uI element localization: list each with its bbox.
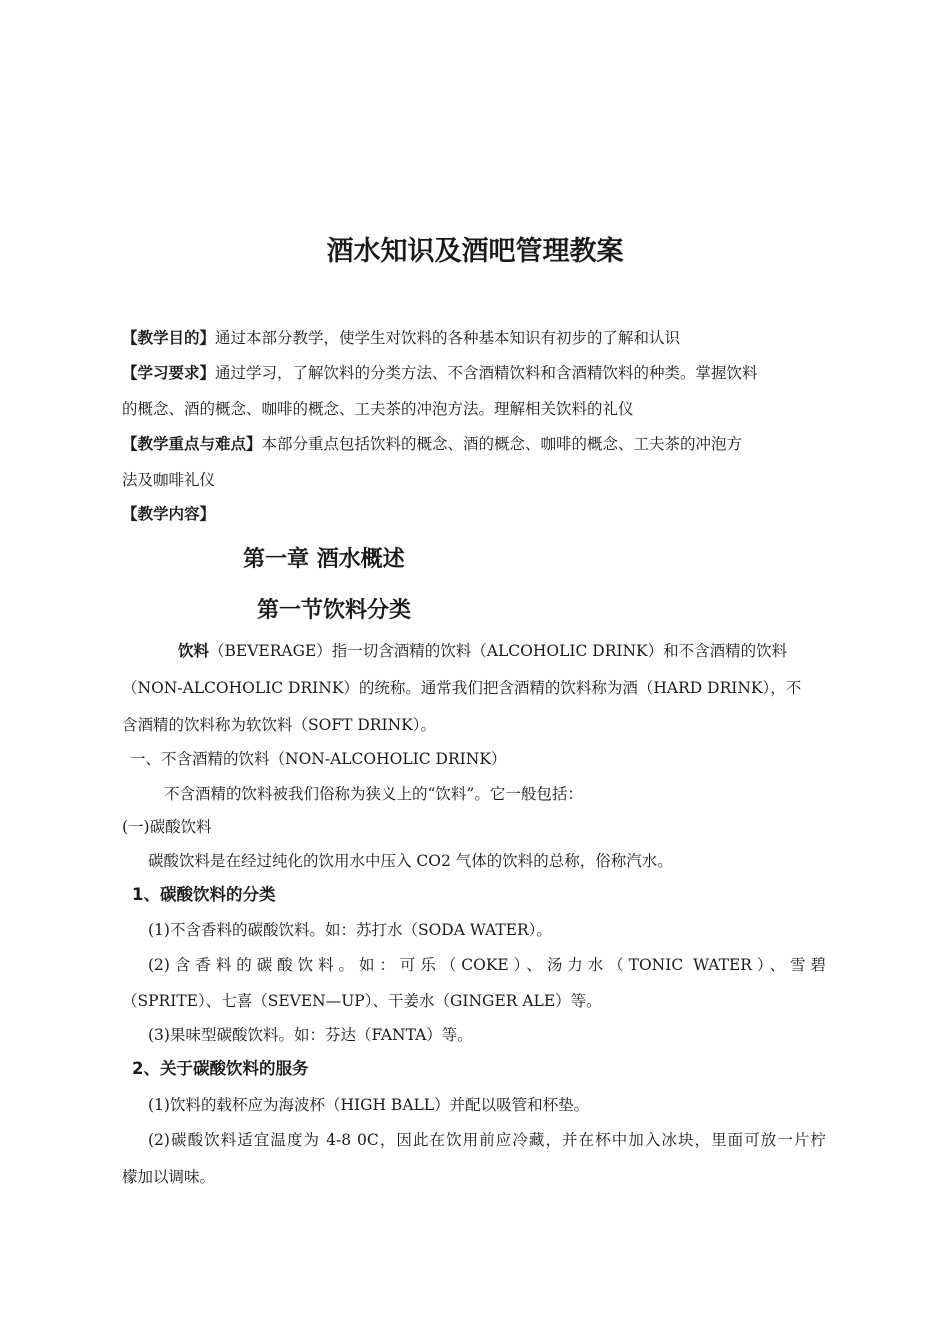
heading-service: 2、关于碳酸饮料的服务 bbox=[132, 1059, 309, 1078]
intro-text-line3: 含酒精的饮料称为软饮料（SOFT DRINK）。 bbox=[122, 716, 436, 734]
chapter-heading: 第一章 酒水概述 bbox=[243, 547, 405, 572]
document-title: 酒水知识及酒吧管理教案 bbox=[326, 236, 624, 267]
content-label: 【教学内容】 bbox=[122, 505, 216, 523]
section-heading: 第一节饮料分类 bbox=[257, 598, 412, 623]
requirement-paragraph bbox=[122, 363, 758, 383]
intro-text-line2: （NON-ALCOHOLIC DRINK）的统称。通常我们把含酒精的饮料称为酒（HARD DRINK），不 bbox=[122, 679, 802, 697]
requirement-label: 【学习要求】 bbox=[122, 364, 216, 382]
keypoints-text-line1: 本部分重点包括饮料的概念、酒的概念、咖啡的概念、工夫茶的冲泡方 bbox=[261, 435, 743, 453]
intro-line1 bbox=[178, 641, 787, 661]
heading-classification: 1、碳酸饮料的分类 bbox=[132, 885, 276, 904]
requirement-text-line2: 的概念、酒的概念、咖啡的概念、工夫茶的冲泡方法。理解相关饮料的礼仪 bbox=[122, 400, 634, 418]
carbonated-description: 碳酸饮料是在经过纯化的饮用水中压入 CO2 气体的饮料的总称，俗称汽水。 bbox=[148, 852, 673, 870]
subsection-carbonated: (一)碳酸饮料 bbox=[122, 818, 212, 836]
requirement-text-line1: 通过学习，了解饮料的分类方法、不含酒精饮料和含酒精饮料的种类。掌握饮料 bbox=[215, 364, 758, 382]
service-item-1: (1)饮料的载杯应为海波杯（HIGH BALL）并配以吸管和杯垫。 bbox=[148, 1096, 590, 1114]
objective-label: 【教学目的】 bbox=[122, 329, 216, 347]
objective-paragraph bbox=[122, 328, 680, 348]
classification-item-2-cont: （SPRITE）、七喜（SEVEN—UP）、干姜水（GINGER ALE）等。 bbox=[122, 992, 602, 1010]
keypoints-label: 【教学重点与难点】 bbox=[122, 435, 262, 453]
service-item-2-cont: 檬加以调味。 bbox=[122, 1168, 216, 1186]
objective-text: 通过本部分教学，使学生对饮料的各种基本知识有初步的了解和认识 bbox=[215, 329, 681, 347]
classification-item-1: (1)不含香料的碳酸饮料。如：苏打水（SODA WATER）。 bbox=[148, 921, 552, 939]
classification-item-3: (3)果味型碳酸饮料。如：芬达（FANTA）等。 bbox=[148, 1026, 473, 1044]
part1-description: 不含酒精的饮料被我们俗称为狭义上的“饮料”。它一般包括： bbox=[164, 785, 583, 803]
intro-text-line1: （BEVERAGE）指一切含酒精的饮料（ALCOHOLIC DRINK）和不含酒精的饮料 bbox=[209, 642, 788, 660]
service-item-2: (2)碳酸饮料适宜温度为 4-8 0C，因此在饮用前应冷藏，并在杯中加入冰块，里面可放一片柠 bbox=[148, 1131, 826, 1149]
intro-term: 饮料 bbox=[178, 642, 210, 660]
part1-heading: 一、不含酒精的饮料（NON-ALCOHOLIC DRINK） bbox=[130, 750, 507, 768]
keypoints-paragraph bbox=[122, 434, 742, 454]
keypoints-text-line2: 法及咖啡礼仪 bbox=[122, 471, 216, 489]
classification-item-2: (2)含香料的碳酸饮料。如：可乐（COKE）、汤力水（TONIC WATER）、雪碧 bbox=[148, 956, 826, 974]
